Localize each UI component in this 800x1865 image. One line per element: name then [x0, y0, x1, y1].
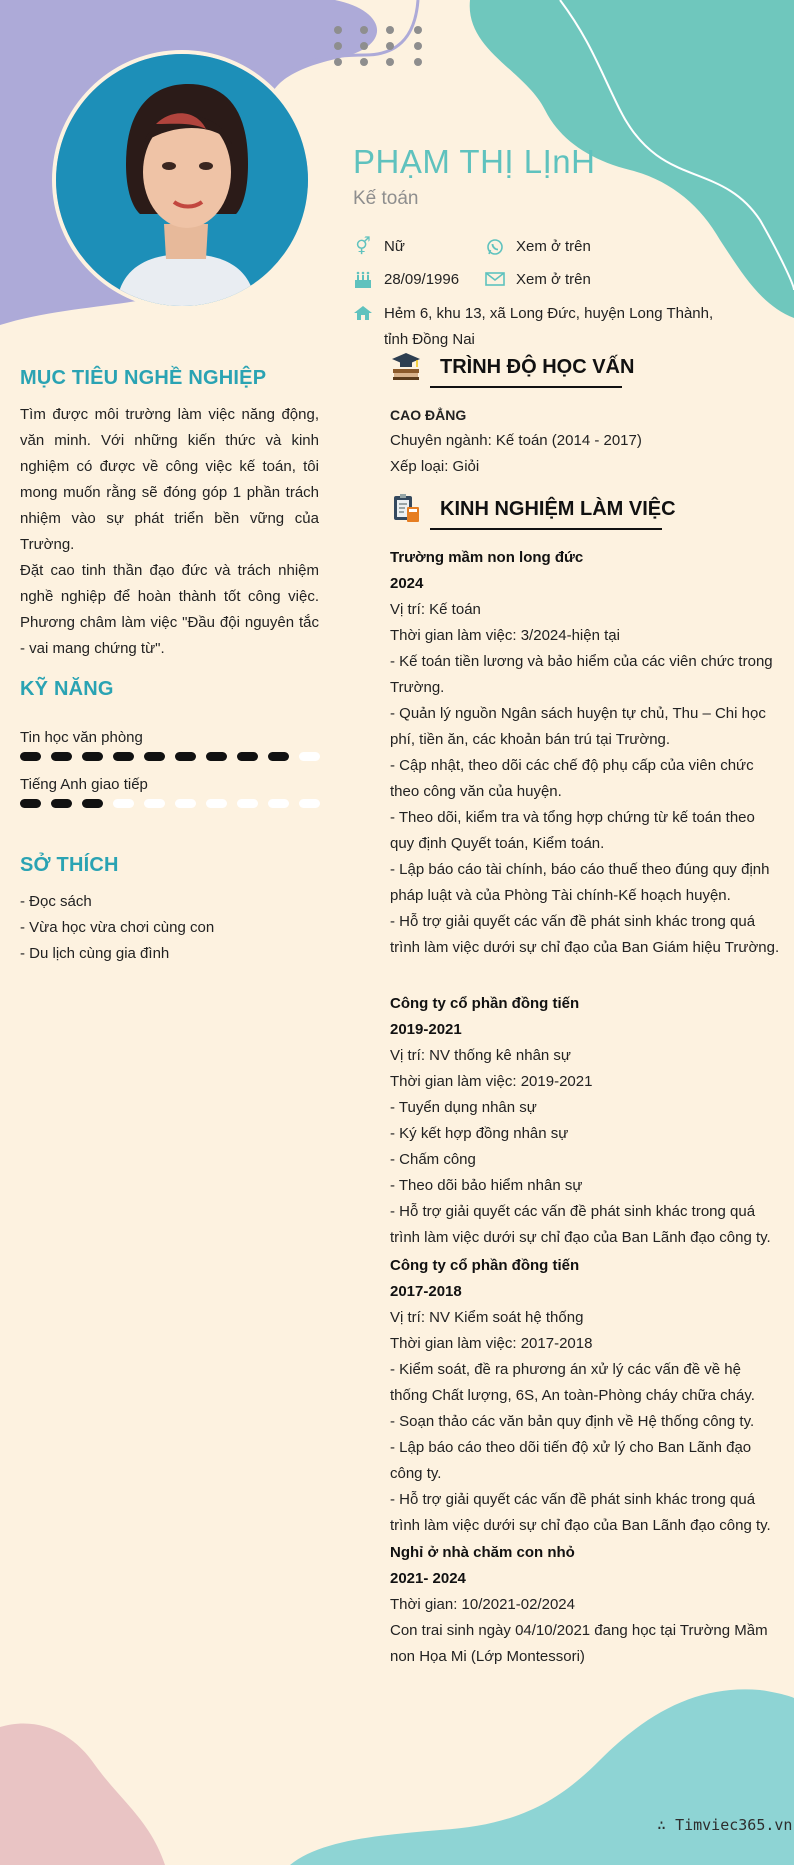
- gender-row: [353, 234, 483, 260]
- address-value: Hẻm 6, khu 13, xã Long Đức, huyện Long Thành, tỉnh Đồng Nai: [384, 305, 714, 348]
- experience-line: - Theo dõi bảo hiểm nhân sự: [390, 1177, 583, 1194]
- experience-period: 2024: [390, 575, 424, 592]
- objective-heading: MỤC TIÊU NGHỀ NGHIỆP: [20, 367, 267, 389]
- experience-line: Thời gian làm việc: 2019-2021: [390, 1073, 593, 1090]
- profile-photo: [52, 50, 312, 310]
- experience-entry: [390, 1540, 780, 1670]
- experience-entry: [390, 545, 780, 961]
- experience-line: Vị trí: Kế toán: [390, 601, 481, 618]
- experience-line: - Theo dõi, kiểm tra và tổng hợp chứng từ kế toán theo quy định Quyết toán, Kiểm toán.: [390, 809, 755, 852]
- experience-entry: [390, 991, 780, 1251]
- education-grade: Xếp loại: Giỏi: [390, 458, 480, 475]
- graduation-books-icon: [390, 350, 422, 382]
- experience-company: Trường mầm non long đức: [390, 549, 584, 566]
- experience-period: 2021- 2024: [390, 1570, 466, 1587]
- address-row: [353, 301, 733, 353]
- experience-company: Nghỉ ở nhà chăm con nhỏ: [390, 1544, 575, 1561]
- heading-underline: [430, 386, 622, 388]
- envelope-icon: [485, 271, 505, 289]
- experience-line: Con trai sinh ngày 04/10/2021 đang học tại Trường Mầm non Họa Mi (Lớp Montessori): [390, 1622, 768, 1665]
- rating-dot-empty: [206, 799, 227, 808]
- clipboard-calculator-icon: [390, 492, 422, 524]
- rating-dot-empty: [237, 799, 258, 808]
- skill-name: Tin học văn phòng: [20, 729, 143, 746]
- rating-dot-empty: [268, 799, 289, 808]
- email-row: [485, 267, 685, 293]
- experience-line: - Lập báo cáo theo dõi tiến độ xử lý cho Ban Lãnh đạo công ty.: [390, 1439, 752, 1482]
- rating-dot-filled: [268, 752, 289, 761]
- experience-line: - Hỗ trợ giải quyết các vấn đề phát sinh khác trong quá trình làm việc dưới sự chỉ đạo của Ban Lãnh đạo công ty.: [390, 1203, 771, 1246]
- phone-whatsapp-icon: [485, 238, 505, 256]
- rating-dot-filled: [144, 752, 165, 761]
- watermark-text: Timviec365.vn: [675, 1816, 793, 1834]
- experience-heading: KINH NGHIỆM LÀM VIỆC: [440, 498, 676, 520]
- rating-dot-empty: [113, 799, 134, 808]
- experience-company: Công ty cổ phần đồng tiến: [390, 995, 580, 1012]
- experience-line: Thời gian làm việc: 3/2024-hiện tại: [390, 627, 620, 644]
- experience-company: Công ty cổ phần đồng tiến: [390, 1257, 580, 1274]
- phone-value: Xem ở trên: [516, 238, 591, 255]
- rating-dot-filled: [20, 799, 41, 808]
- birthday-cake-icon: [353, 271, 373, 289]
- rating-dot-filled: [175, 752, 196, 761]
- rating-dot-filled: [237, 752, 258, 761]
- home-icon: [353, 305, 373, 323]
- experience-line: Thời gian: 10/2021-02/2024: [390, 1596, 575, 1613]
- rating-dot-filled: [51, 799, 72, 808]
- experience-period: 2017-2018: [390, 1283, 462, 1300]
- experience-line: - Hỗ trợ giải quyết các vấn đề phát sinh khác trong quá trình làm việc dưới sự chỉ đạo của Ban Lãnh đạo công ty.: [390, 1491, 771, 1534]
- job-title: Kế toán: [353, 188, 419, 209]
- candidate-name: PHẠM THỊ LỊnH: [353, 143, 596, 180]
- email-value: Xem ở trên: [516, 271, 591, 288]
- experience-period: 2019-2021: [390, 1021, 462, 1038]
- hobby-item: - Đọc sách: [20, 893, 92, 910]
- education-body: [390, 402, 780, 480]
- rating-dot-empty: [299, 752, 320, 761]
- experience-line: Thời gian làm việc: 2017-2018: [390, 1335, 593, 1352]
- rating-dot-empty: [144, 799, 165, 808]
- education-heading: TRÌNH ĐỘ HỌC VẤN: [440, 356, 635, 378]
- birthdate-row: [353, 267, 483, 293]
- experience-line: - Ký kết hợp đồng nhân sự: [390, 1125, 569, 1142]
- skills-heading: KỸ NĂNG: [20, 678, 114, 700]
- experience-entry: [390, 1253, 780, 1539]
- experience-line: Vị trí: NV Kiểm soát hệ thống: [390, 1309, 584, 1326]
- education-level: CAO ĐẲNG: [390, 407, 467, 423]
- experience-line: - Chấm công: [390, 1151, 476, 1168]
- rating-dot-filled: [82, 752, 103, 761]
- timviec365-watermark: [657, 1816, 792, 1834]
- hobby-item: - Vừa học vừa chơi cùng con: [20, 919, 215, 936]
- heading-underline: [430, 528, 662, 530]
- skill-rating: [20, 799, 320, 809]
- skill-rating: [20, 752, 320, 762]
- gender-value: Nữ: [384, 238, 405, 255]
- rating-dot-filled: [206, 752, 227, 761]
- experience-line: - Lập báo cáo tài chính, báo cáo thuế theo đúng quy định pháp luật và của Phòng Tài chính-Kế hoạch huyện.: [390, 861, 770, 904]
- gender-icon: ⚥: [355, 237, 371, 256]
- skill-name: Tiếng Anh giao tiếp: [20, 776, 148, 793]
- education-major: Chuyên ngành: Kế toán (2014 - 2017): [390, 432, 642, 449]
- experience-line: - Kiểm soát, đề ra phương án xử lý các vấn đề về hệ thống Chất lượng, 6S, An toàn-Phòng cháy chữa cháy.: [390, 1361, 755, 1404]
- rating-dot-filled: [20, 752, 41, 761]
- hobbies-heading: SỞ THÍCH: [20, 854, 119, 876]
- phone-row: [485, 234, 685, 260]
- experience-line: - Hỗ trợ giải quyết các vấn đề phát sinh khác trong quá trình làm việc dưới sự chỉ đạo của Ban Giám hiệu Trường.: [390, 913, 780, 956]
- experience-line: - Kế toán tiền lương và bảo hiểm của các viên chức trong Trường.: [390, 653, 773, 696]
- rating-dot-empty: [299, 799, 320, 808]
- experience-line: - Soạn thảo các văn bản quy định về Hệ thống công ty.: [390, 1413, 755, 1430]
- experience-line: - Tuyển dụng nhân sự: [390, 1099, 537, 1116]
- logo-mark-icon: ∴: [657, 1816, 676, 1834]
- objective-text: Tìm được môi trường làm việc năng động, văn minh. Với những kiến thức và kinh nghiệm có được về công việc kế toán, tôi mong muốn rằng sẽ đóng góp 1 phần trách nhiệm vào sự phát triển bền vững của Trường. Đặt cao tinh thần đạo đức và trách nhiệm nghề nghiệp để hoàn thành tốt công việc. Phương châm làm việc "Đầu đội nguyên tắc - vai mang chứng từ".: [20, 406, 319, 657]
- rating-dot-filled: [82, 799, 103, 808]
- rating-dot-empty: [175, 799, 196, 808]
- experience-line: Vị trí: NV thống kê nhân sự: [390, 1047, 571, 1064]
- rating-dot-filled: [113, 752, 134, 761]
- birthdate-value: 28/09/1996: [384, 271, 460, 288]
- hobby-item: - Du lịch cùng gia đình: [20, 945, 170, 962]
- rating-dot-filled: [51, 752, 72, 761]
- experience-line: - Quản lý nguồn Ngân sách huyện tự chủ, Thu – Chi học phí, tiền ăn, các khoản bán trú tại Trường.: [390, 705, 766, 748]
- experience-line: - Cập nhật, theo dõi các chế độ phụ cấp của viên chức theo công văn của huyện.: [390, 757, 754, 800]
